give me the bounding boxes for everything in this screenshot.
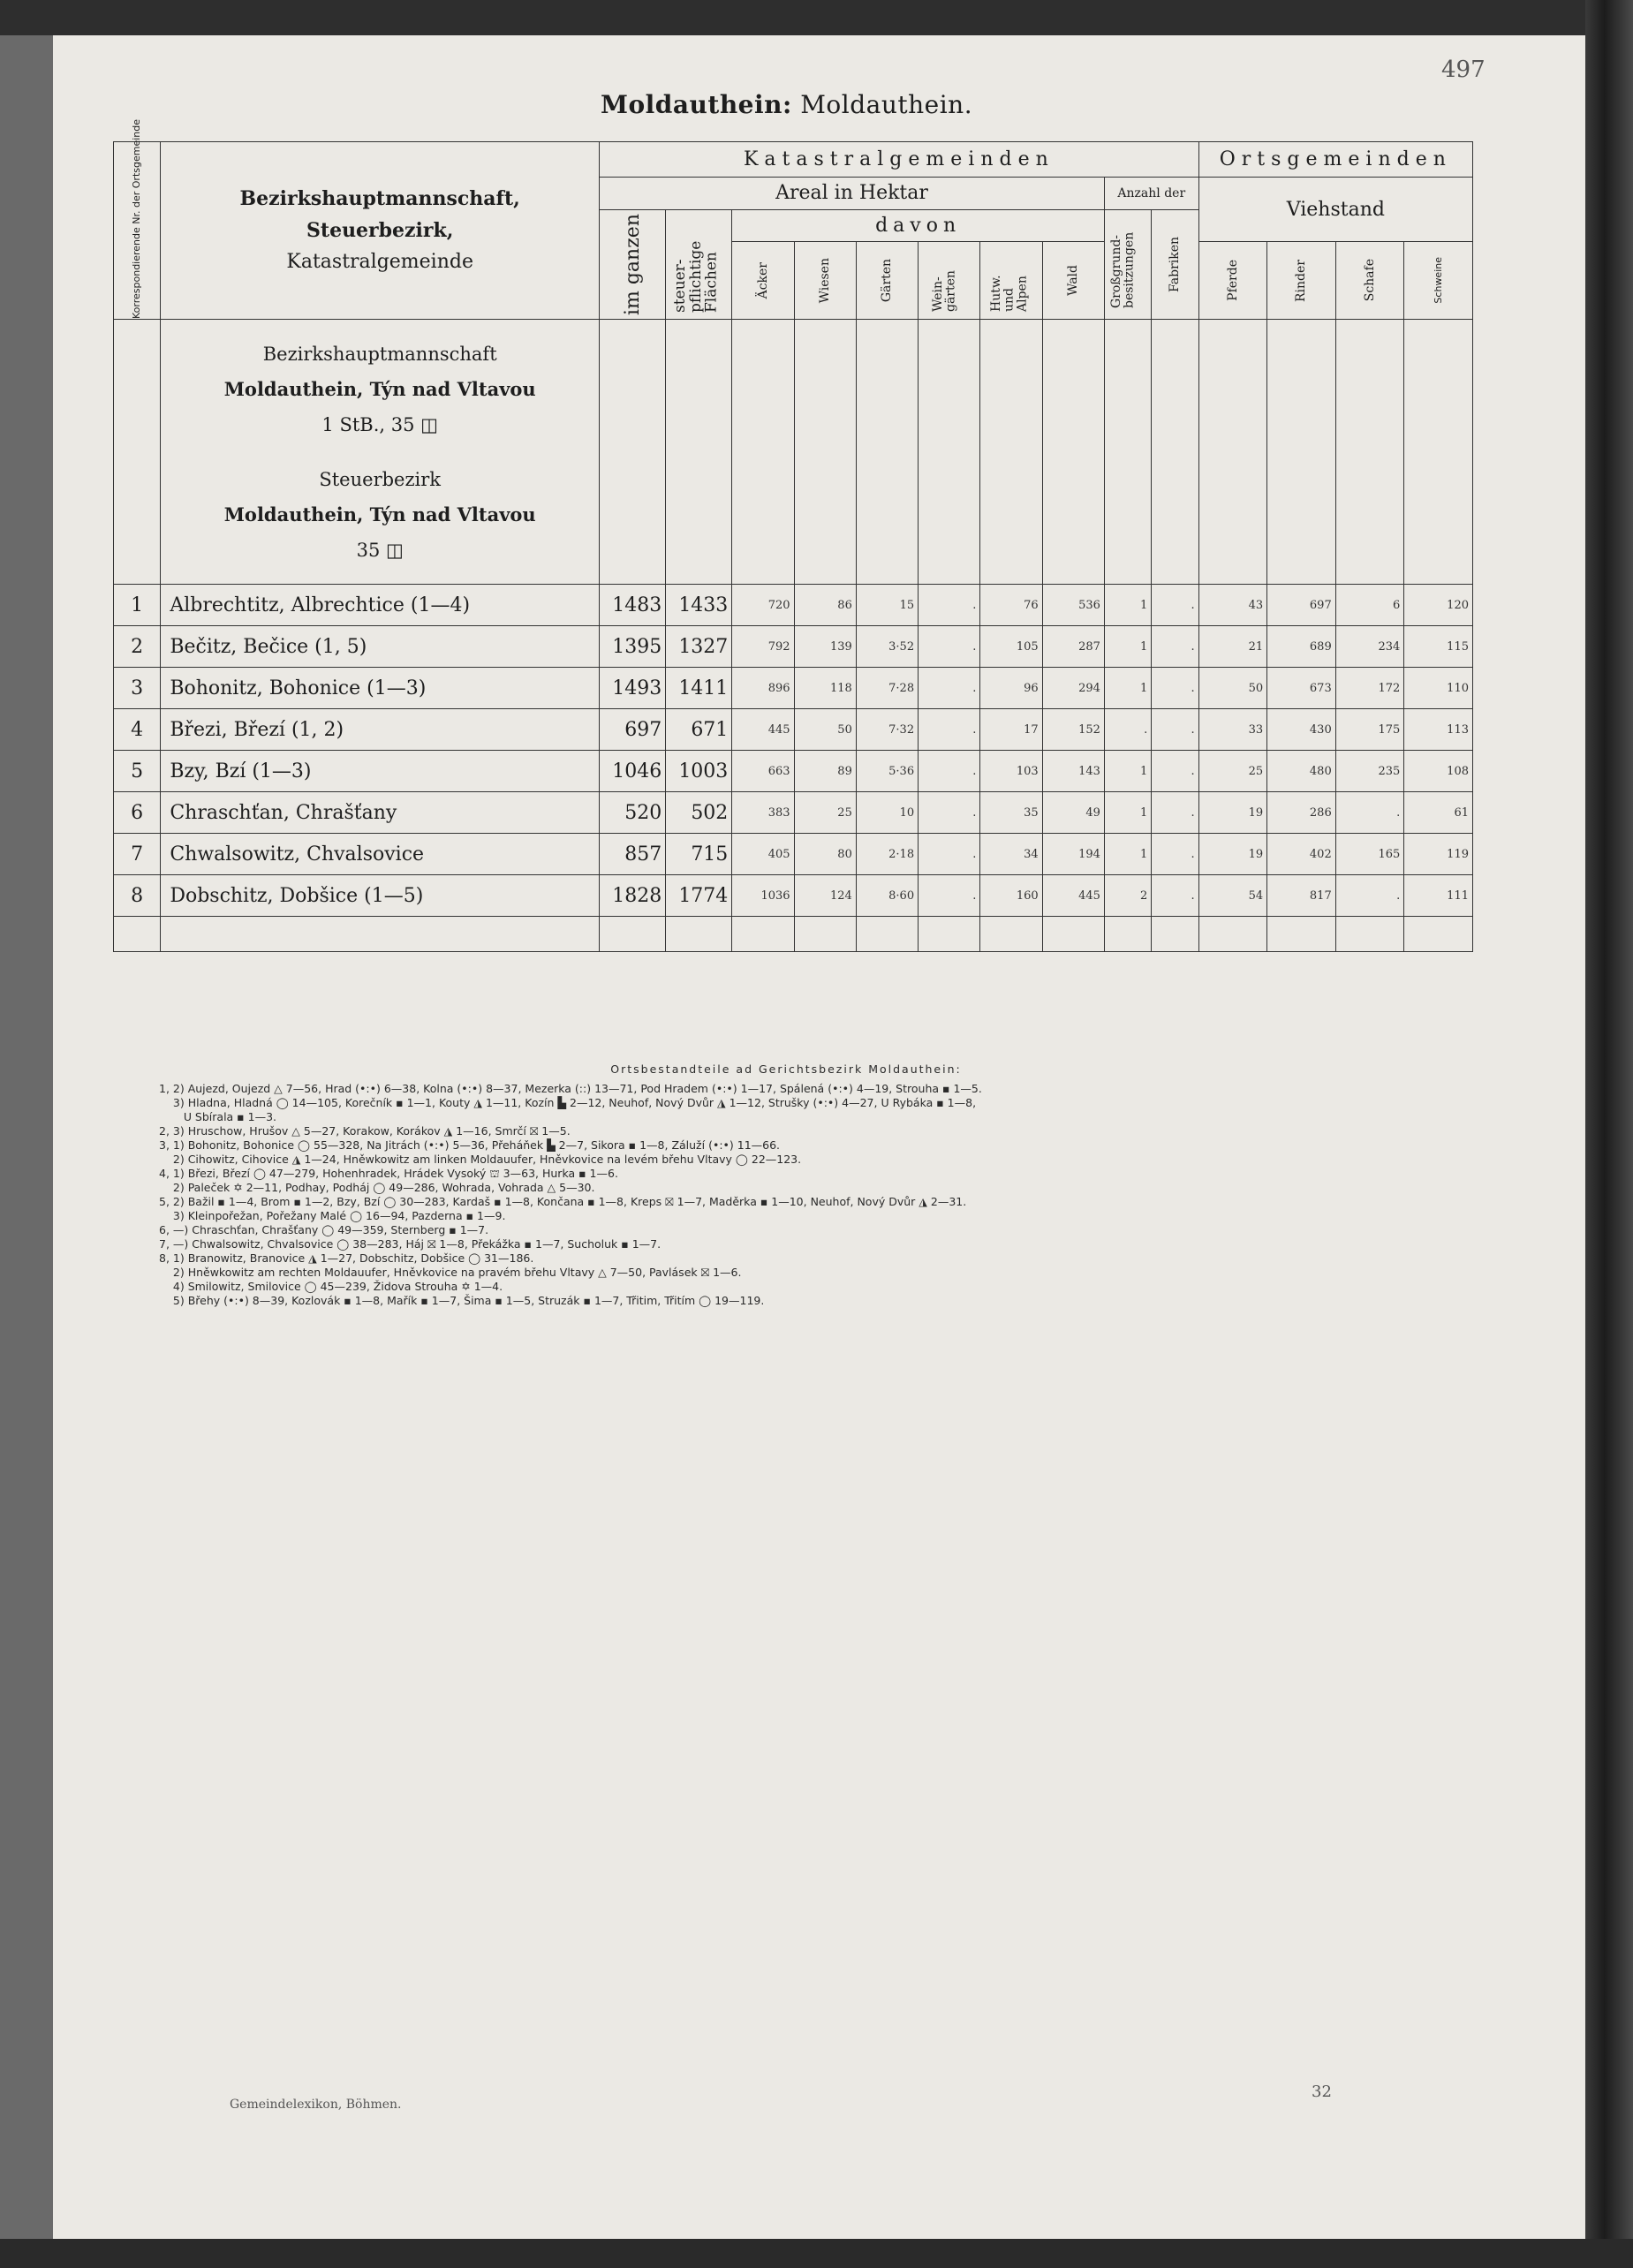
cell-wald: 152 [1042, 709, 1104, 751]
cell-wiesen: 80 [794, 834, 856, 875]
note-line: 2, 3) Hruschow, Hrušov △ 5—27, Korakow, Korákov ◮ 1—16, Smrčí ⛝ 1—5. [159, 1124, 571, 1138]
table-row [114, 626, 1473, 668]
cell-taxable: 1003 [666, 751, 732, 792]
cell-garten: 8·60 [856, 875, 918, 917]
cell-total: 697 [600, 709, 666, 751]
cell-total: 857 [600, 834, 666, 875]
cell-schweine: 61 [1404, 792, 1473, 834]
cell-schafe: 234 [1335, 626, 1404, 668]
header-bezirk-l2: Steuerbezirk, [306, 219, 454, 242]
cell-name: Chwalsowitz, Chvalsovice [161, 834, 600, 875]
section-bh-info: 1 StB., 35 ◫ [321, 413, 438, 435]
header-col-fabr [1152, 209, 1198, 320]
cell-fabr: . [1152, 709, 1198, 751]
cell-schweine: 120 [1404, 585, 1473, 626]
cell-name: Dobschitz, Dobšice (1—5) [161, 875, 600, 917]
header-col-wein [919, 242, 980, 320]
cell-wiesen: 89 [794, 751, 856, 792]
section-bh-name: Moldauthein, Týn nad Vltavou [223, 377, 536, 400]
section-labels [161, 320, 600, 585]
cell-hutw: 34 [980, 834, 1042, 875]
note-line: U Sbírala ▪ 1—3. [159, 1110, 277, 1123]
table-row [114, 792, 1473, 834]
cell-acker: 445 [732, 709, 794, 751]
book-binding [1585, 0, 1633, 2268]
note-line: 2) Hněwkowitz am rechten Moldauufer, Hněvkovice na pravém břehu Vltavy △ 7—50, Pavlásek ⛝ 1—6. [159, 1266, 742, 1279]
footer: Gemeindelexikon, Böhmen. [230, 2098, 402, 2112]
cell-schweine: 111 [1404, 875, 1473, 917]
cell-fabr: . [1152, 751, 1198, 792]
header-col-hutw-label: Hutw. und Alpen [989, 274, 1030, 312]
header-col-rinder-label: Rinder [1294, 259, 1309, 302]
cell-total: 520 [600, 792, 666, 834]
note-line: 5) Břehy (•:•) 8—39, Kozlovák ▪ 1—8, Mařík ▪ 1—7, Šima ▪ 1—5, Struzák ▪ 1—7, Třitim, Třitím ◯ 19—119. [159, 1294, 765, 1307]
header-katastral: Katastralgemeinden [600, 142, 1199, 178]
header-korr-label: Korrespondierende [131, 227, 143, 319]
cell-name: Chraschťan, Chrašťany [161, 792, 600, 834]
header-col-schweine-label: Schweine [1432, 257, 1444, 304]
cell-nr: 7 [114, 834, 161, 875]
cell-garten: 10 [856, 792, 918, 834]
cell-pferde: 19 [1198, 792, 1267, 834]
cell-wald: 194 [1042, 834, 1104, 875]
page [53, 35, 1585, 2239]
cell-nr: 2 [114, 626, 161, 668]
cell-acker: 383 [732, 792, 794, 834]
cell-pferde: 43 [1198, 585, 1267, 626]
note-line: 2) Cihowitz, Cihovice ◮ 1—24, Hněwkowitz am linken Moldauufer, Hněvkovice na levém břehu Vltavy ◯ 22—123. [159, 1153, 802, 1166]
cell-schafe: 175 [1335, 709, 1404, 751]
cell-pferde: 33 [1198, 709, 1267, 751]
cell-taxable: 715 [666, 834, 732, 875]
header-col-total-label: im ganzen [621, 213, 644, 315]
cell-wiesen: 25 [794, 792, 856, 834]
cell-pferde: 50 [1198, 668, 1267, 709]
statistics-table [113, 118, 1473, 952]
cell-rinder: 817 [1267, 875, 1336, 917]
cell-nr: 4 [114, 709, 161, 751]
header-davon: davon [732, 209, 1105, 242]
cell-wiesen: 139 [794, 626, 856, 668]
cell-pferde: 54 [1198, 875, 1267, 917]
header-col-gross [1104, 209, 1151, 320]
cell-wald: 49 [1042, 792, 1104, 834]
cell-taxable: 1411 [666, 668, 732, 709]
cell-pferde: 25 [1198, 751, 1267, 792]
cell-total: 1493 [600, 668, 666, 709]
section-nr [114, 320, 161, 585]
notes-block [159, 1062, 1466, 1308]
cell-rinder: 689 [1267, 626, 1336, 668]
header-col-pferde-label: Pferde [1225, 260, 1240, 301]
cell-acker: 720 [732, 585, 794, 626]
cell-wiesen: 50 [794, 709, 856, 751]
header-bezirk-l3: Katastralgemeinde [286, 251, 473, 273]
header-col-gross-label: Großgrund-besitzungen [1109, 232, 1137, 309]
cell-hutw: 160 [980, 875, 1042, 917]
cell-acker: 792 [732, 626, 794, 668]
cell-fabr: . [1152, 626, 1198, 668]
cell-gross: 1 [1104, 585, 1151, 626]
cell-wein: . [919, 668, 980, 709]
note-line: 4, 1) Březi, Březí ◯ 47—279, Hohenhradek, Hrádek Vysoký ⛫ 3—63, Hurka ▪ 1—6. [159, 1167, 618, 1180]
cell-wiesen: 124 [794, 875, 856, 917]
cell-wein: . [919, 834, 980, 875]
cell-gross: . [1104, 709, 1151, 751]
cell-wiesen: 86 [794, 585, 856, 626]
cell-name: Březi, Březí (1, 2) [161, 709, 600, 751]
cell-garten: 2·18 [856, 834, 918, 875]
cell-wein: . [919, 585, 980, 626]
note-line: 4) Smilowitz, Smilovice ◯ 45—239, Židova Strouha ✡ 1—4. [159, 1280, 503, 1293]
cell-rinder: 480 [1267, 751, 1336, 792]
cell-acker: 405 [732, 834, 794, 875]
cell-wein: . [919, 751, 980, 792]
header-col-rinder [1267, 242, 1336, 320]
cell-acker: 663 [732, 751, 794, 792]
section-bh-label: Bezirkshauptmannschaft [262, 343, 497, 365]
table-row [114, 668, 1473, 709]
cell-garten: 7·28 [856, 668, 918, 709]
header-nr [114, 118, 161, 320]
table-row [114, 709, 1473, 751]
cell-taxable: 502 [666, 792, 732, 834]
note-line: 3) Hladna, Hladná ◯ 14—105, Korečník ▪ 1—1, Kouty ◮ 1—11, Kozín ▙ 2—12, Neuhof, Nový Dvůr ◮ 1—12, Strušky (•:•) 4—27, U Rybáka ▪ 1—8, [159, 1096, 977, 1109]
cell-total: 1046 [600, 751, 666, 792]
section-sb-name: Moldauthein, Týn nad Vltavou [223, 503, 536, 525]
notes-heading: Ortsbestandteile ad Gerichtsbezirk Moldauthein: [610, 1062, 962, 1076]
note-line: 5, 2) Bažil ▪ 1—4, Brom ▪ 1—2, Bzy, Bzí ◯ 30—283, Kardaš ▪ 1—8, Končana ▪ 1—8, Kreps ⛝ 1—7, Maděrka ▪ 1—10, Neuhof, Nový Dvůr ◮ 2—31. [159, 1195, 967, 1208]
table-row [114, 585, 1473, 626]
note-line: 6, —) Chraschťan, Chrašťany ◯ 49—359, Sternberg ▪ 1—7. [159, 1223, 489, 1236]
cell-acker: 896 [732, 668, 794, 709]
cell-hutw: 96 [980, 668, 1042, 709]
header-bezirk-l1: Bezirkshauptmannschaft, [239, 187, 520, 210]
table-row [114, 834, 1473, 875]
cell-schweine: 108 [1404, 751, 1473, 792]
header-col-fabr-label: Fabriken [1168, 236, 1183, 292]
header-col-garten [856, 242, 918, 320]
note-line: 2) Paleček ✡ 2—11, Podhay, Podháj ◯ 49—286, Wohrada, Vohrada △ 5—30. [159, 1181, 595, 1194]
cell-wiesen: 118 [794, 668, 856, 709]
cell-nr: 8 [114, 875, 161, 917]
note-line: 7, —) Chwalsowitz, Chvalsovice ◯ 38—283, Háj ⛝ 1—8, Překážka ▪ 1—7, Sucholuk ▪ 1—7. [159, 1237, 662, 1251]
table-body [114, 585, 1473, 917]
header-nr-label: Nr. der Ortsgemeinde [131, 118, 143, 224]
cell-wald: 294 [1042, 668, 1104, 709]
header-col-wiesen-label: Wiesen [817, 257, 832, 304]
header-col-acker [732, 242, 794, 320]
header-col-schweine [1404, 242, 1473, 320]
section-sb-info: 35 ◫ [356, 539, 404, 561]
cell-garten: 5·36 [856, 751, 918, 792]
cell-wein: . [919, 792, 980, 834]
cell-taxable: 1433 [666, 585, 732, 626]
header-col-wald-label: Wald [1065, 265, 1080, 296]
cell-name: Bohonitz, Bohonice (1—3) [161, 668, 600, 709]
cell-gross: 1 [1104, 834, 1151, 875]
cell-schweine: 110 [1404, 668, 1473, 709]
cell-schweine: 119 [1404, 834, 1473, 875]
header-col-schafe [1335, 242, 1404, 320]
header-anzahl: Anzahl der [1104, 178, 1198, 210]
cell-garten: 3·52 [856, 626, 918, 668]
header-col-pferde [1198, 242, 1267, 320]
header-col-acker-label: Äcker [755, 261, 770, 299]
cell-hutw: 35 [980, 792, 1042, 834]
page-number: 497 [1441, 57, 1486, 83]
section-sb-label: Steuerbezirk [319, 468, 442, 490]
cell-schafe: 235 [1335, 751, 1404, 792]
header-col-hutw [980, 242, 1042, 320]
cell-wald: 143 [1042, 751, 1104, 792]
page-title-bold: Moldauthein: [601, 90, 792, 119]
header-col-wald [1042, 242, 1104, 320]
note-line: 3, 1) Bohonitz, Bohonice ◯ 55—328, Na Jitrách (•:•) 5—36, Přeháňek ▙ 2—7, Sikora ▪ 1—8, Záluží (•:•) 11—66. [159, 1138, 781, 1152]
scan-top-edge [0, 0, 1633, 35]
cell-wein: . [919, 709, 980, 751]
cell-garten: 15 [856, 585, 918, 626]
cell-garten: 7·32 [856, 709, 918, 751]
cell-hutw: 105 [980, 626, 1042, 668]
cell-hutw: 76 [980, 585, 1042, 626]
cell-gross: 1 [1104, 792, 1151, 834]
cell-gross: 1 [1104, 668, 1151, 709]
page-title [601, 90, 972, 119]
cell-taxable: 671 [666, 709, 732, 751]
cell-nr: 1 [114, 585, 161, 626]
cell-pferde: 19 [1198, 834, 1267, 875]
cell-wald: 536 [1042, 585, 1104, 626]
header-col-wein-label: Wein-gärten [930, 269, 958, 312]
note-line: 8, 1) Branowitz, Branovice ◮ 1—27, Dobschitz, Dobšice ◯ 31—186. [159, 1251, 534, 1265]
cell-rinder: 430 [1267, 709, 1336, 751]
note-line: 1, 2) Aujezd, Oujezd △ 7—56, Hrad (•:•) 6—38, Kolna (•:•) 8—37, Mezerka (::) 13—71, Pod Hradem (•:•) 1—17, Spálená (•:•) 4—19, Strouha ▪ 1—5. [159, 1082, 982, 1095]
header-col-total [600, 209, 666, 320]
cell-wald: 445 [1042, 875, 1104, 917]
header-col-schafe-label: Schafe [1362, 259, 1377, 302]
cell-taxable: 1327 [666, 626, 732, 668]
cell-schafe: . [1335, 792, 1404, 834]
cell-nr: 6 [114, 792, 161, 834]
cell-rinder: 402 [1267, 834, 1336, 875]
cell-wein: . [919, 875, 980, 917]
cell-gross: 2 [1104, 875, 1151, 917]
cell-total: 1483 [600, 585, 666, 626]
table-row [114, 875, 1473, 917]
cell-schweine: 113 [1404, 709, 1473, 751]
cell-hutw: 17 [980, 709, 1042, 751]
cell-gross: 1 [1104, 626, 1151, 668]
cell-fabr: . [1152, 875, 1198, 917]
cell-name: Albrechtitz, Albrechtice (1—4) [161, 585, 600, 626]
header-col-taxable-label: steuer-pflichtige Flächen [671, 240, 721, 314]
sheet-number: 32 [1312, 2083, 1332, 2101]
cell-schweine: 115 [1404, 626, 1473, 668]
scan-bottom-edge [0, 2239, 1633, 2268]
cell-fabr: . [1152, 792, 1198, 834]
cell-wein: . [919, 626, 980, 668]
page-title-rest: Moldauthein. [800, 90, 973, 119]
header-viehstand: Viehstand [1198, 178, 1472, 242]
cell-acker: 1036 [732, 875, 794, 917]
cell-pferde: 21 [1198, 626, 1267, 668]
cell-schafe: 6 [1335, 585, 1404, 626]
cell-name: Bečitz, Bečice (1, 5) [161, 626, 600, 668]
header-col-garten-label: Gärten [880, 258, 895, 303]
cell-hutw: 103 [980, 751, 1042, 792]
cell-fabr: . [1152, 668, 1198, 709]
cell-gross: 1 [1104, 751, 1151, 792]
header-col-wiesen [794, 242, 856, 320]
cell-rinder: 673 [1267, 668, 1336, 709]
cell-fabr: . [1152, 834, 1198, 875]
header-areal: Areal in Hektar [600, 178, 1105, 210]
header-bezirk [161, 142, 600, 320]
cell-wald: 287 [1042, 626, 1104, 668]
cell-schafe: 172 [1335, 668, 1404, 709]
cell-schafe: . [1335, 875, 1404, 917]
cell-nr: 3 [114, 668, 161, 709]
header-col-taxable [666, 209, 732, 320]
cell-total: 1395 [600, 626, 666, 668]
cell-schafe: 165 [1335, 834, 1404, 875]
cell-name: Bzy, Bzí (1—3) [161, 751, 600, 792]
note-line: 3) Kleinpořežan, Pořežany Malé ◯ 16—94, Pazderna ▪ 1—9. [159, 1209, 506, 1222]
header-ortsgemeinden: Ortsgemeinden [1198, 142, 1472, 178]
cell-rinder: 697 [1267, 585, 1336, 626]
table-row [114, 751, 1473, 792]
cell-nr: 5 [114, 751, 161, 792]
cell-taxable: 1774 [666, 875, 732, 917]
cell-total: 1828 [600, 875, 666, 917]
cell-fabr: . [1152, 585, 1198, 626]
cell-rinder: 286 [1267, 792, 1336, 834]
